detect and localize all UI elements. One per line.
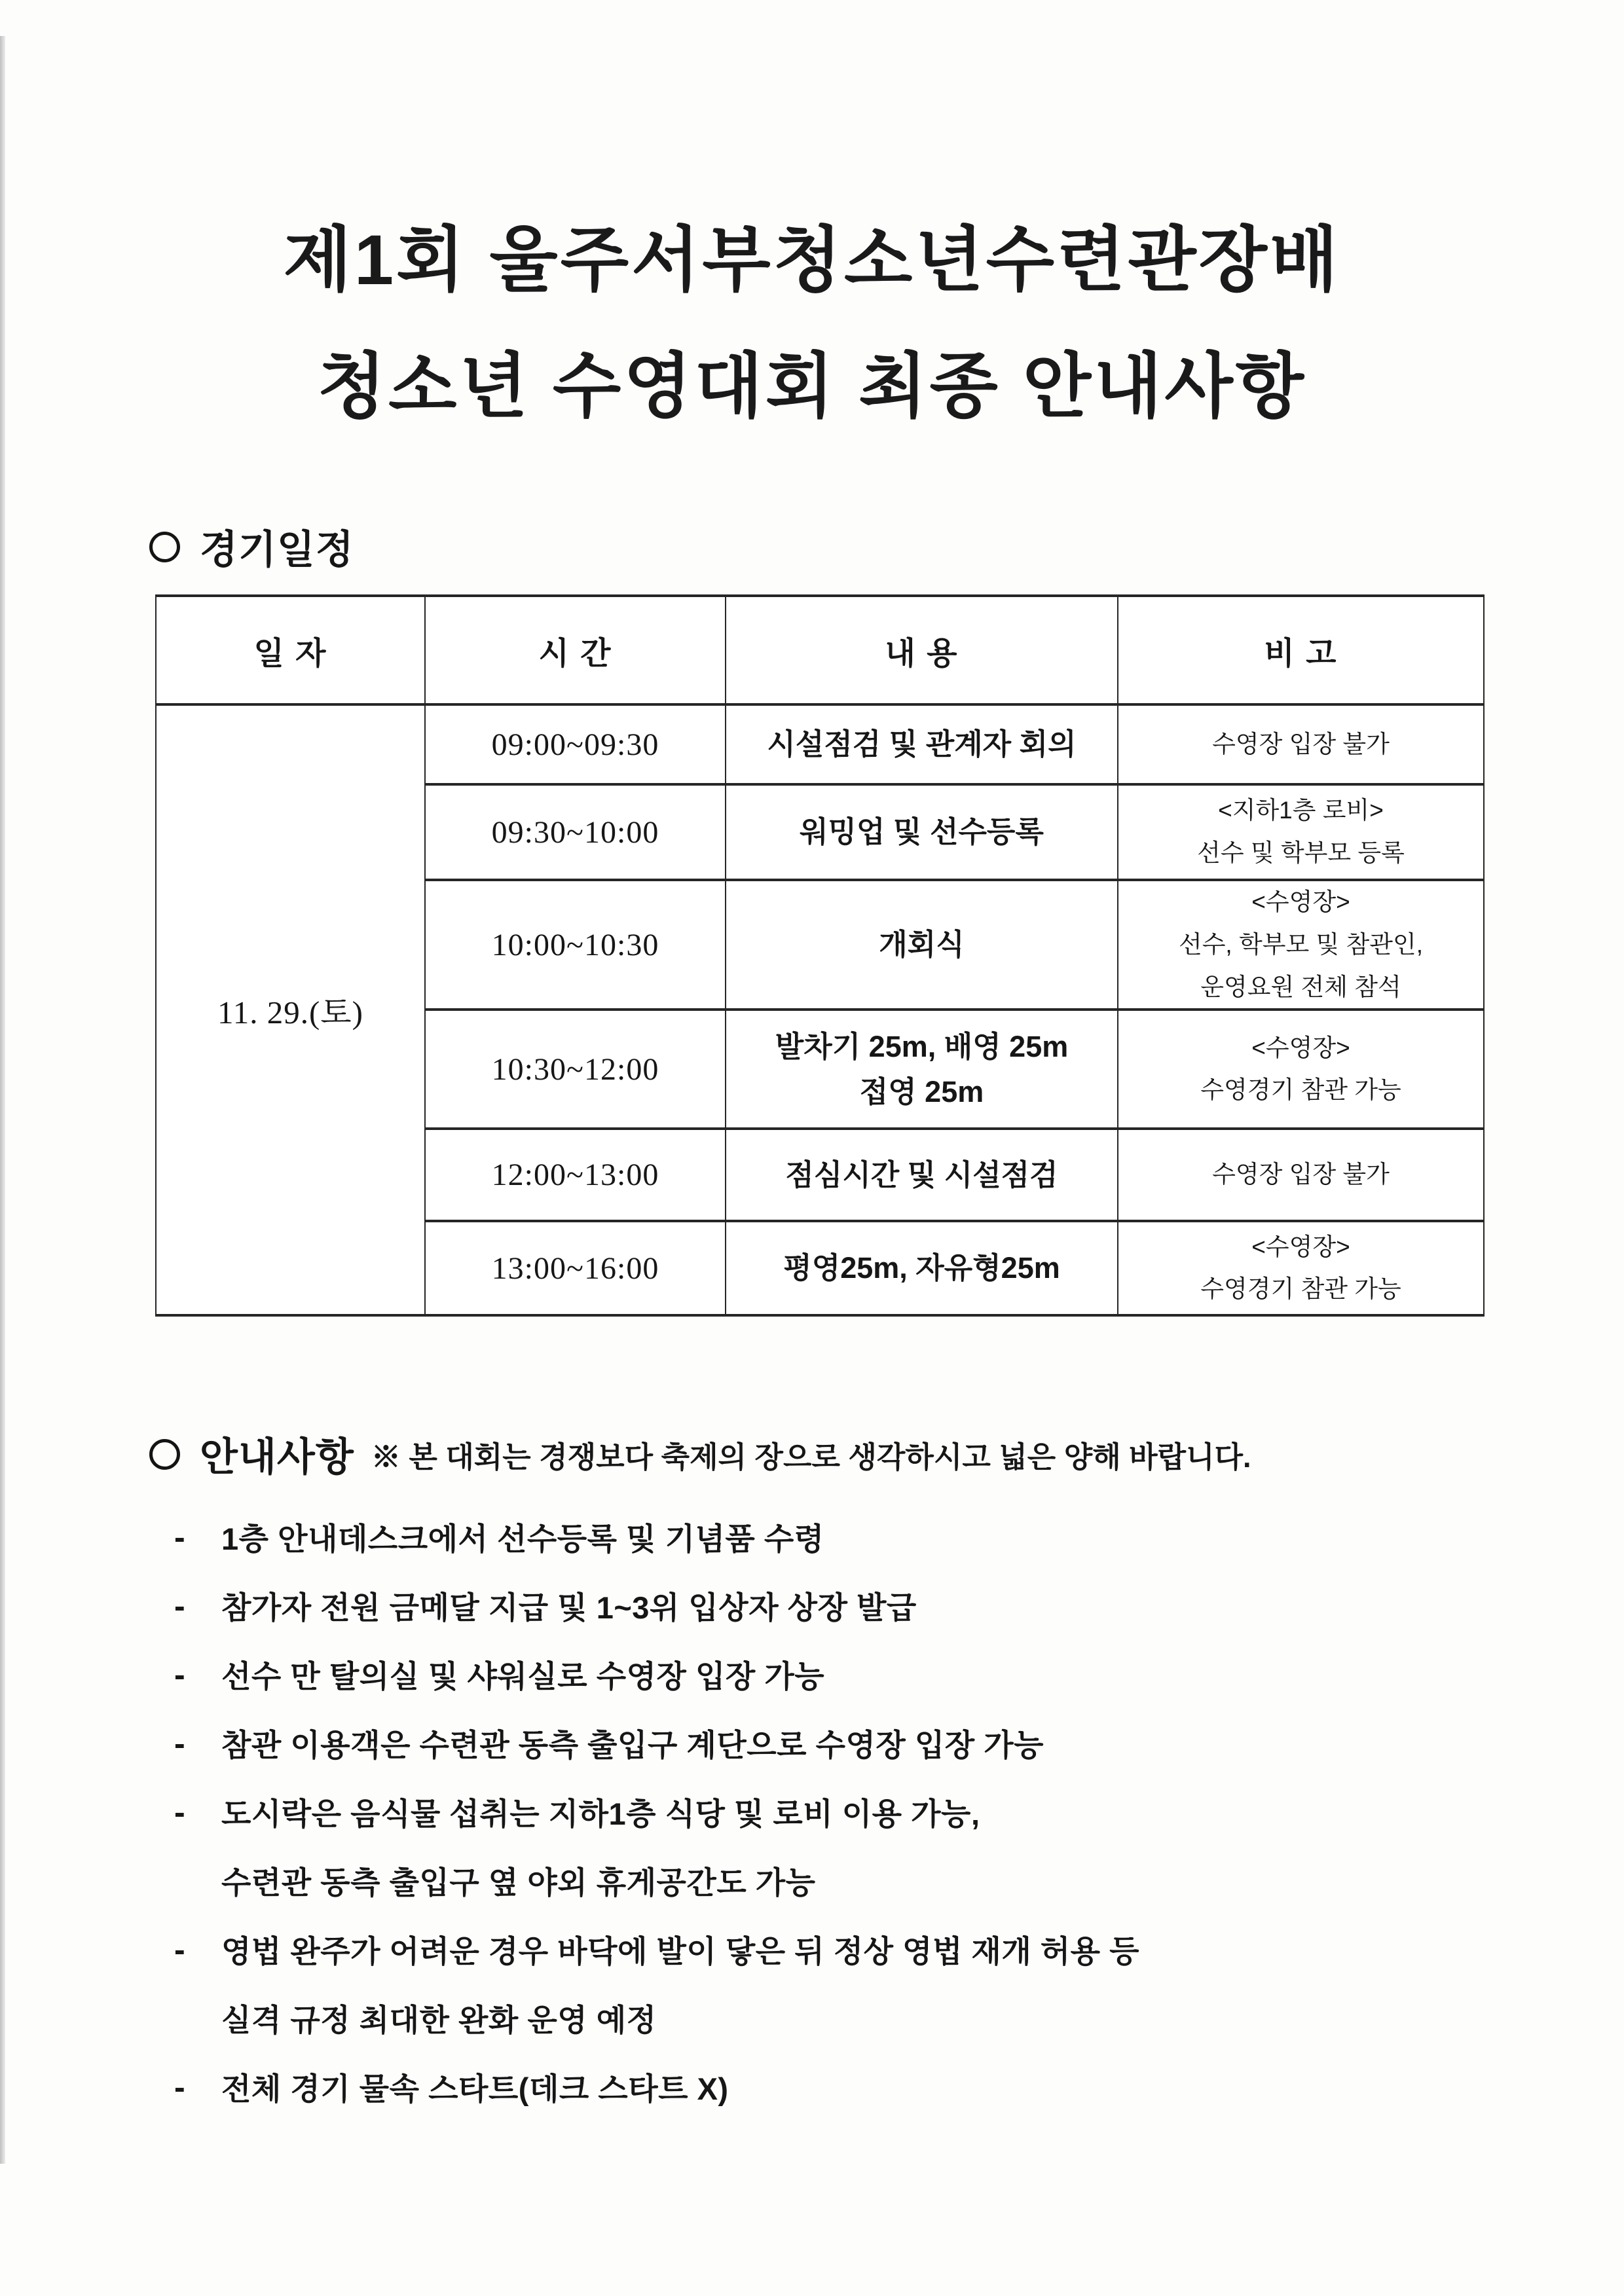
notice-text: 실격 규정 최대한 완화 운영 예정 bbox=[221, 2003, 657, 2037]
dash-icon: - bbox=[174, 1587, 186, 1624]
schedule-heading-label: 경기일정 bbox=[200, 528, 354, 572]
table-header-row bbox=[156, 596, 1484, 704]
section-notices-heading bbox=[149, 1426, 1251, 1482]
notice-text: 선수 만 탈의실 및 샤워실로 수영장 입장 가능 bbox=[221, 1659, 825, 1694]
time-cell: 09:30~10:00 bbox=[425, 784, 726, 880]
notice-item-continuation bbox=[174, 1984, 1484, 2052]
remarks-cell: <수영장> 선수, 학부모 및 참관인, 운영요원 전체 참석 bbox=[1118, 880, 1484, 1010]
notice-text: 전체 경기 물속 스타트(데크 스타트 X) bbox=[221, 2071, 729, 2106]
content-cell: 시설점검 및 관계자 회의 bbox=[726, 704, 1118, 784]
time-cell: 12:00~13:00 bbox=[425, 1129, 726, 1221]
section-schedule-heading bbox=[149, 519, 354, 575]
content-cell: 평영25m, 자유형25m bbox=[726, 1221, 1118, 1315]
notice-text: 수련관 동측 출입구 옆 야외 휴게공간도 가능 bbox=[221, 1865, 816, 1900]
time-cell: 10:00~10:30 bbox=[425, 880, 726, 1010]
dash-icon: - bbox=[174, 1931, 186, 1968]
notice-item bbox=[174, 1640, 1484, 1709]
content-cell: 개회식 bbox=[726, 880, 1118, 1010]
notice-item bbox=[174, 1503, 1484, 1571]
dash-icon: - bbox=[174, 1656, 186, 1693]
dash-icon: - bbox=[174, 1724, 186, 1762]
notice-text: 도시락은 음식물 섭취는 지하1층 식당 및 로비 이용 가능, bbox=[221, 1796, 980, 1831]
notice-text: 영법 완주가 어려운 경우 바닥에 발이 닿은 뒤 정상 영법 재개 허용 등 bbox=[221, 1934, 1140, 1969]
page-title bbox=[0, 196, 1624, 449]
dash-icon: - bbox=[174, 1793, 186, 1831]
notice-item bbox=[174, 1915, 1484, 1984]
notice-text: 1층 안내데스크에서 선수등록 및 기념품 수령 bbox=[221, 1522, 824, 1556]
schedule-table bbox=[155, 594, 1485, 1317]
notice-item bbox=[174, 1571, 1484, 1640]
notice-item bbox=[174, 1777, 1484, 1846]
time-cell: 09:00~09:30 bbox=[425, 704, 726, 784]
circle-bullet-icon bbox=[149, 532, 180, 562]
dash-icon: - bbox=[174, 1518, 186, 1556]
remarks-cell: <지하1층 로비> 선수 및 학부모 등록 bbox=[1118, 784, 1484, 880]
notice-list bbox=[174, 1503, 1484, 2121]
title-line-1: 제1회 울주서부청소년수련관장배 bbox=[283, 220, 1341, 299]
notice-item bbox=[174, 1709, 1484, 1777]
content-cell: 발차기 25m, 배영 25m 접영 25m bbox=[726, 1010, 1118, 1129]
remarks-cell: 수영장 입장 불가 bbox=[1118, 704, 1484, 784]
date-cell: 11. 29.(토) bbox=[156, 704, 425, 1315]
notices-subtitle: ※ 본 대회는 경쟁보다 축제의 장으로 생각하시고 넓은 양해 바랍니다. bbox=[371, 1440, 1251, 1474]
header-date: 일 자 bbox=[156, 596, 425, 704]
remarks-cell: <수영장> 수영경기 참관 가능 bbox=[1118, 1221, 1484, 1315]
header-content: 내 용 bbox=[726, 596, 1118, 704]
circle-bullet-icon bbox=[149, 1439, 180, 1470]
notice-item bbox=[174, 2052, 1484, 2121]
remarks-cell: 수영장 입장 불가 bbox=[1118, 1129, 1484, 1221]
header-time: 시 간 bbox=[425, 596, 726, 704]
time-cell: 10:30~12:00 bbox=[425, 1010, 726, 1129]
notices-heading-label: 안내사항 bbox=[200, 1435, 354, 1479]
notice-item-continuation bbox=[174, 1846, 1484, 1915]
time-cell: 13:00~16:00 bbox=[425, 1221, 726, 1315]
notice-text: 참관 이용객은 수련관 동측 출입구 계단으로 수영장 입장 가능 bbox=[221, 1728, 1044, 1762]
remarks-cell: <수영장> 수영경기 참관 가능 bbox=[1118, 1010, 1484, 1129]
notice-text: 참가자 전원 금메달 지급 및 1~3위 입상자 상장 발급 bbox=[221, 1590, 917, 1625]
content-cell: 점심시간 및 시설점검 bbox=[726, 1129, 1118, 1221]
title-line-2: 청소년 수영대회 최종 안내사항 bbox=[317, 346, 1307, 426]
content-cell: 워밍업 및 선수등록 bbox=[726, 784, 1118, 880]
table-row bbox=[156, 704, 1484, 784]
dash-icon: - bbox=[174, 2068, 186, 2105]
header-remarks: 비 고 bbox=[1118, 596, 1484, 704]
